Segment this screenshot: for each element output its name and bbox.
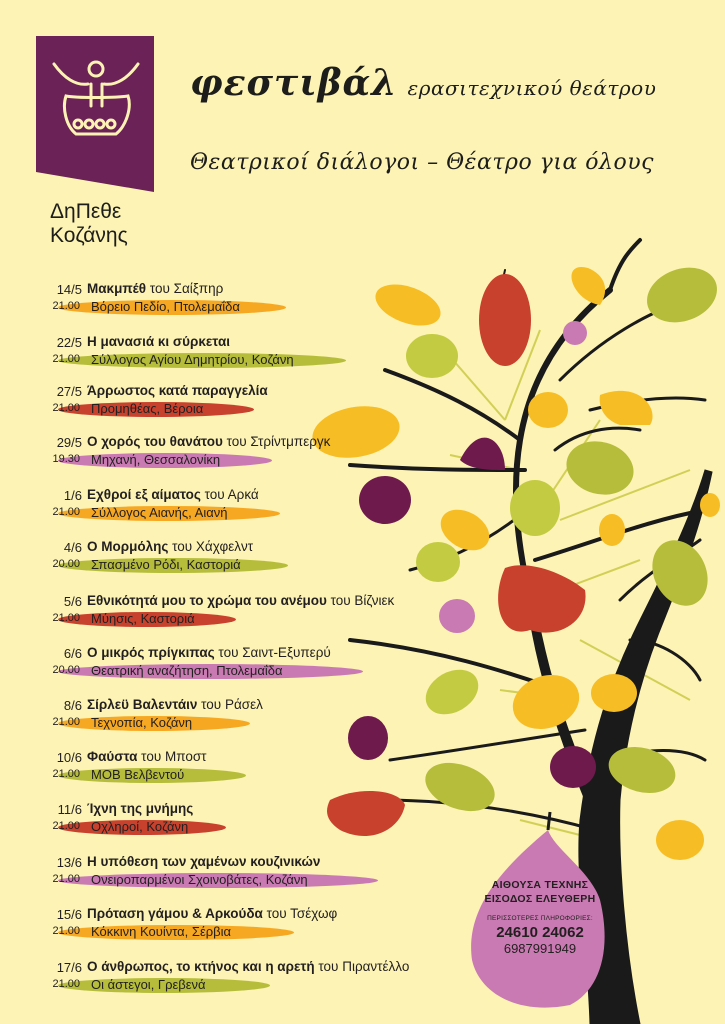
info-box bbox=[476, 878, 604, 956]
event-time: 21.00 bbox=[52, 716, 80, 728]
event-date: 14/5 bbox=[56, 282, 82, 297]
play-title: Η μανασιά κι σύρκεται bbox=[87, 334, 231, 349]
play-title: Εθνικότητά μου το χρώμα του ανέμου bbox=[87, 593, 327, 608]
play-author: του Βίζνιεκ bbox=[326, 593, 395, 608]
event-title bbox=[87, 281, 223, 296]
play-author: του Σαιντ-Εξυπερύ bbox=[214, 645, 331, 660]
event-row bbox=[0, 750, 520, 802]
play-title: Φαύστα bbox=[87, 749, 138, 764]
event-venue: Κόκκινη Κουίντα, Σέρβια bbox=[91, 924, 232, 939]
event-title bbox=[87, 906, 337, 921]
event-date: 1/6 bbox=[63, 488, 82, 503]
play-title: Πρόταση γάμου & Αρκούδα bbox=[87, 906, 263, 921]
event-time: 21.00 bbox=[52, 506, 80, 518]
event-date: 8/6 bbox=[63, 698, 82, 713]
play-author: του Αρκά bbox=[200, 487, 259, 502]
event-time: 21.00 bbox=[52, 768, 80, 780]
event-time: 21.00 bbox=[52, 402, 80, 414]
event-row bbox=[0, 802, 520, 854]
event-row bbox=[0, 540, 520, 592]
event-date: 4/6 bbox=[63, 540, 82, 555]
event-row bbox=[0, 907, 520, 959]
event-venue: Σύλλογος Αγίου Δημητρίου, Κοζάνη bbox=[91, 352, 294, 367]
event-title bbox=[87, 645, 331, 660]
org-line-1: ΔηΠεθε bbox=[50, 200, 122, 223]
hall-label: ΑΙΘΟΥΣΑ ΤΕΧΝΗΣ bbox=[491, 879, 589, 891]
event-row bbox=[0, 960, 520, 1012]
more-info-label: ΠΕΡΙΣΣΟΤΕΡΕΣ ΠΛΗΡΟΦΟΡΙΕΣ: bbox=[487, 915, 593, 922]
event-time: 21.00 bbox=[52, 978, 80, 990]
play-title: Σίρλεϋ Βαλεντάιν bbox=[87, 697, 198, 712]
event-date: 13/6 bbox=[56, 855, 82, 870]
play-author: του Τσέχωφ bbox=[262, 906, 338, 921]
event-venue: Βόρειο Πεδίο, Πτολεμαΐδα bbox=[91, 299, 240, 314]
play-title: Ο χορός του θανάτου bbox=[87, 434, 223, 449]
event-title bbox=[87, 854, 320, 869]
event-venue: Θεατρική αναζήτηση, Πτολεμαΐδα bbox=[91, 663, 283, 678]
play-author: του Ράσελ bbox=[197, 697, 263, 712]
event-title bbox=[87, 334, 230, 349]
event-date: 6/6 bbox=[63, 646, 82, 661]
event-date: 27/5 bbox=[56, 384, 82, 399]
event-row bbox=[0, 855, 520, 907]
festival-word: φεστιβάλ bbox=[190, 62, 398, 104]
org-line-2: Κοζάνης bbox=[50, 224, 128, 247]
event-venue: Μύησις, Καστοριά bbox=[91, 611, 195, 626]
event-time: 20.00 bbox=[52, 558, 80, 570]
event-date: 5/6 bbox=[63, 594, 82, 609]
event-title bbox=[87, 959, 409, 974]
event-time: 21.00 bbox=[52, 820, 80, 832]
event-row bbox=[0, 435, 520, 487]
event-date: 11/6 bbox=[57, 802, 82, 817]
phone-mobile: 6987991949 bbox=[503, 941, 577, 956]
event-row bbox=[0, 488, 520, 540]
event-venue: Μηχανή, Θεσσαλονίκη bbox=[91, 452, 221, 467]
play-title: Μακμπέθ bbox=[87, 281, 147, 296]
phone-primary: 24610 24062 bbox=[496, 924, 584, 941]
event-row bbox=[0, 335, 520, 387]
event-date: 17/6 bbox=[56, 960, 82, 975]
play-title: Η υπόθεση των χαμένων κουζινικών bbox=[87, 854, 321, 869]
play-title: Ο Μορμόλης bbox=[87, 539, 169, 554]
event-title bbox=[87, 697, 263, 712]
event-time: 20.00 bbox=[52, 664, 80, 676]
event-title bbox=[87, 593, 394, 608]
event-venue: Σπασμένο Ρόδι, Καστοριά bbox=[91, 557, 241, 572]
event-title bbox=[87, 749, 207, 764]
play-author: του Πιραντέλλο bbox=[314, 959, 410, 974]
event-venue: ΜΟΒ Βελβεντού bbox=[91, 767, 185, 782]
play-title: Εχθροί εξ αίματος bbox=[87, 487, 201, 502]
play-author: του Χάχφελντ bbox=[168, 539, 254, 554]
event-venue: Οχληροί, Κοζάνη bbox=[91, 819, 189, 834]
play-author: του Σαίξπηρ bbox=[146, 281, 224, 296]
event-venue: Οι άστεγοι, Γρεβενά bbox=[91, 977, 206, 992]
event-date: 29/5 bbox=[56, 435, 82, 450]
event-title bbox=[87, 539, 253, 554]
event-row bbox=[0, 282, 520, 334]
event-time: 19.30 bbox=[52, 453, 80, 465]
entry-label: ΕΙΣΟΔΟΣ ΕΛΕΥΘΕΡΗ bbox=[484, 893, 596, 905]
event-venue: Ονειροπαρμένοι Σχοινοβάτες, Κοζάνη bbox=[91, 872, 308, 887]
event-row bbox=[0, 594, 520, 646]
play-title: Ο μικρός πρίγκιπας bbox=[87, 645, 215, 660]
event-title bbox=[87, 383, 268, 398]
event-venue: Σύλλογος Αιανής, Αιανή bbox=[91, 505, 228, 520]
event-time: 21.00 bbox=[52, 300, 80, 312]
event-time: 21.00 bbox=[52, 612, 80, 624]
play-title: Ίχνη της μνήμης bbox=[87, 801, 194, 816]
event-row bbox=[0, 646, 520, 698]
event-venue: Τεχνοπία, Κοζάνη bbox=[91, 715, 193, 730]
event-row bbox=[0, 384, 520, 436]
play-author: του Μποστ bbox=[137, 749, 207, 764]
event-title bbox=[87, 801, 193, 816]
event-date: 15/6 bbox=[56, 907, 82, 922]
event-date: 22/5 bbox=[56, 335, 82, 350]
event-time: 21.00 bbox=[52, 873, 80, 885]
play-title: Ο άνθρωπος, το κτήνος και η αρετή bbox=[87, 959, 315, 974]
event-row bbox=[0, 698, 520, 750]
festival-subtitle-rest: ερασιτεχνικού θεάτρου bbox=[407, 76, 657, 100]
event-date: 10/6 bbox=[56, 750, 82, 765]
event-venue: Προμηθέας, Βέροια bbox=[91, 401, 204, 416]
event-time: 21.00 bbox=[52, 925, 80, 937]
event-time: 21.00 bbox=[52, 353, 80, 365]
event-title bbox=[87, 434, 330, 449]
event-title bbox=[87, 487, 259, 502]
play-author: του Στρίντμπεργκ bbox=[222, 434, 331, 449]
festival-subtitle: Θεατρικοί διάλογοι – Θέατρο για όλους bbox=[190, 150, 654, 175]
play-title: Άρρωστος κατά παραγγελία bbox=[87, 383, 268, 398]
